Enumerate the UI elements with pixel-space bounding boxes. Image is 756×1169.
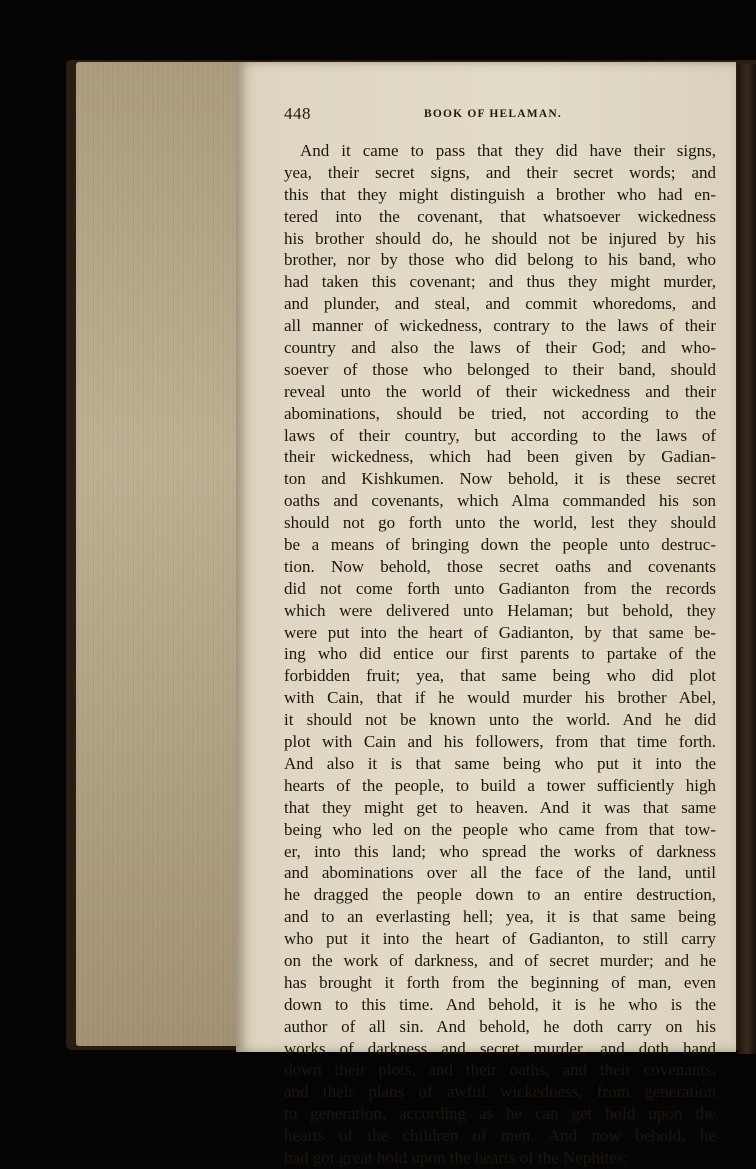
text-line: had got great hold upon the hearts of the Nephites; xyxy=(284,1147,629,1167)
text-line: er, into this land; who spread the works of darkness xyxy=(284,841,716,861)
text-line: should not go forth unto the world, lest they should xyxy=(284,513,716,533)
body-text xyxy=(284,140,716,1169)
page-number: 448 xyxy=(284,104,311,123)
text-line: on the work of darkness, and of secret murder; and he xyxy=(284,950,716,970)
text-line: down to this time. And behold, it is he who is the xyxy=(284,994,716,1014)
text-line: and to an everlasting hell; yea, it is that same being xyxy=(284,907,716,927)
text-line: with Cain, that if he would murder his brother Abel, xyxy=(284,688,716,708)
running-head: BOOK OF HELAMAN. xyxy=(424,108,562,120)
text-line: author of all sin. And behold, he doth carry on his xyxy=(284,1016,716,1036)
text-line: forbidden fruit; yea, that same being who did plot xyxy=(284,666,716,686)
text-line: country and also the laws of their God; and who- xyxy=(284,338,716,358)
text-line: abominations, should be tried, not according to the xyxy=(284,403,716,423)
text-line: to generation, according as he can get hold upon the xyxy=(284,1104,716,1124)
opposite-cover-edge xyxy=(738,64,756,1054)
text-line: which were delivered unto Helaman; but behold, they xyxy=(284,600,716,620)
text-line: this that they might distinguish a brother who had en- xyxy=(284,184,716,204)
text-line: being who led on the people who came from that tow- xyxy=(284,819,716,839)
text-line: he dragged the people down to an entire destruction, xyxy=(284,885,716,905)
text-line: be a means of bringing down the people unto destruc- xyxy=(284,535,716,555)
text-line: had taken this covenant; and thus they might murder, xyxy=(284,272,716,292)
text-line: hearts of the people, to build a tower sufficiently high xyxy=(284,775,716,795)
text-line: plot with Cain and his followers, from that time forth. xyxy=(284,732,716,752)
text-line: were put into the heart of Gadianton, by that same be- xyxy=(284,622,716,642)
text-line: down their plots, and their oaths, and their covenants, xyxy=(284,1060,716,1080)
text-line: reveal unto the world of their wickedness and their xyxy=(284,381,716,401)
text-line: oaths and covenants, which Alma commanded his son xyxy=(284,491,716,511)
text-line: has brought it forth from the beginning of man, even xyxy=(284,972,716,992)
text-line: it should not be known unto the world. And he did xyxy=(284,710,716,730)
text-line: and plunder, and steal, and commit whoredoms, and xyxy=(284,294,716,314)
text-line: did not come forth unto Gadianton from the records xyxy=(284,578,716,598)
text-line: And it came to pass that they did have their signs, xyxy=(300,141,716,160)
page-edges xyxy=(76,62,244,1046)
page-header xyxy=(284,104,714,126)
text-line: ing who did entice our first parents to partake of the xyxy=(284,644,716,664)
text-line: hearts of the children of men. And now behold, he xyxy=(284,1126,716,1146)
text-line: who put it into the heart of Gadianton, to still carry xyxy=(284,929,716,949)
text-line: And also it is that same being who put it into the xyxy=(284,753,716,773)
text-line: yea, their secret signs, and their secret words; and xyxy=(284,162,716,182)
text-line: works of darkness and secret murder, and doth hand xyxy=(284,1038,716,1058)
text-line: that they might get to heaven. And it was that same xyxy=(284,797,716,817)
text-line: tion. Now behold, those secret oaths and covenants xyxy=(284,556,716,576)
text-line: laws of their country, but according to the laws of xyxy=(284,425,716,445)
text-line: and their plans of awful wickedness, from generation xyxy=(284,1082,716,1102)
text-line: his brother should do, he should not be injured by his xyxy=(284,228,716,248)
text-line: their wickedness, which had been given by Gadian- xyxy=(284,447,716,467)
text-line: all manner of wickedness, contrary to the laws of their xyxy=(284,316,716,336)
text-line: brother, nor by those who did belong to his band, who xyxy=(284,250,716,270)
text-line: and abominations over all the face of the land, until xyxy=(284,863,716,883)
text-line: ton and Kishkumen. Now behold, it is these secret xyxy=(284,469,716,489)
text-line: soever of those who belonged to their band, should xyxy=(284,359,716,379)
text-line: tered into the covenant, that whatsoever wickedness xyxy=(284,206,716,226)
